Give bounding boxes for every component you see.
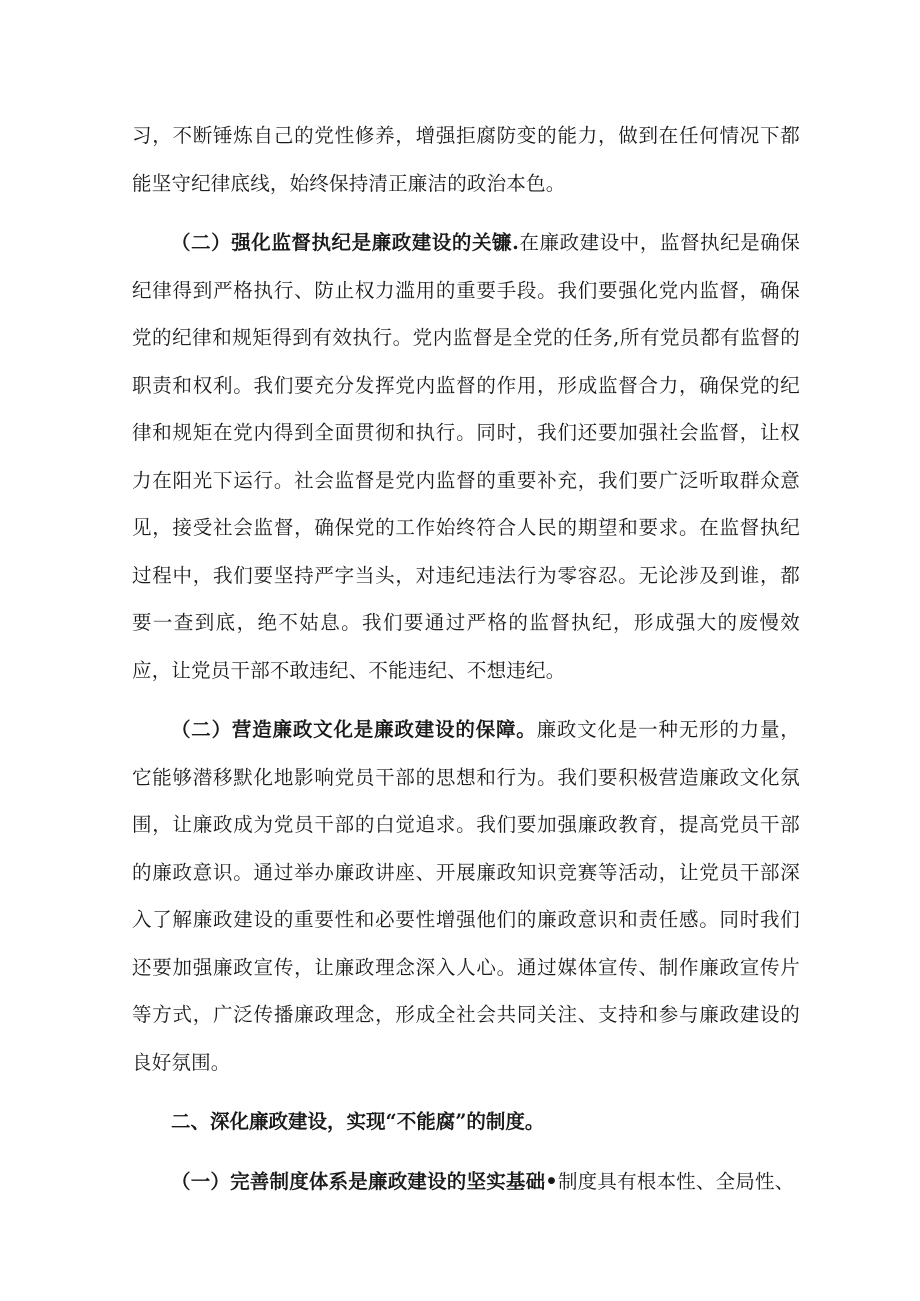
paragraph-lead: （二）强化监督执纪是廉政建设的关镰. bbox=[171, 231, 520, 254]
paragraph-text: 在廉政建设中，监督执纪是确保纪律得到严格执行、防止权力滥用的重要手段。我们要强化党内监督，确保党的纪律和规矩得到有效执行。党内监督是全党的任务,所有党员都有监督的职责和权利。我们要充分发挥党内监督的作用，形成监督合力，确保党的纪律和规矩在党内得到全面贯彻和执行。同时，我们还要加强社会监督，让权力在阳光下运行。社会监督是党内监督的重要补充，我们要广泛听取群众意见，接受社会监督，确保党的工作始终符合人民的期望和要求。在监督执纪过程中，我们要坚持严字当头，对违纪违法行为零容忍。无论涉及到谁，都要一查到底，绝不姑息。我们要通过严格的监督执纪，形成强大的废慢效应，让党员干部不敢违纪、不能违纪、不想违纪。 bbox=[132, 231, 800, 682]
paragraph-continuation bbox=[132, 112, 800, 207]
paragraph-culture bbox=[132, 706, 800, 1086]
paragraph-lead: （一）完善制度体系是廉政建设的坚实基础• bbox=[171, 1169, 558, 1193]
paragraph-lead: （二）营造廉政文化是廉政建设的保障。 bbox=[171, 718, 537, 741]
section-heading: 二、深化廉政建设，实现“不能腐”的制度。 bbox=[171, 1110, 545, 1133]
paragraph-text: 习，不断锤炼自己的党性修养，增强拒腐防变的能力，做到在任何情况下都能坚守纪律底线，始终保持清正廉洁的政治本色。 bbox=[132, 124, 800, 195]
paragraph-system bbox=[132, 1158, 800, 1206]
paragraph-supervision bbox=[132, 219, 800, 694]
paragraph-text: 制度具有根本性、全局性、 bbox=[557, 1169, 795, 1193]
document-page bbox=[132, 112, 800, 1205]
paragraph-text: 廉政文化是一种无形的力量，它能够潜移默化地影响党员干部的思想和行为。我们要积极营造廉政文化氛围，让廉政成为党员干部的白觉追求。我们要加强廉政教育，提高党员干部的廉政意识。通过举办廉政讲座、开展廉政知识竞赛等活动，让党员干部深入了解廉政建设的重要性和必要性增强他们的廉政意识和责任感。同时我们还要加强廉政宣传，让廉政理念深入人心。通过媒体宣传、制作廉政宣传片等方式，广泛传播廉政理念，形成全社会共同关注、支持和参与廉政建设的良好氛围。 bbox=[132, 718, 800, 1074]
